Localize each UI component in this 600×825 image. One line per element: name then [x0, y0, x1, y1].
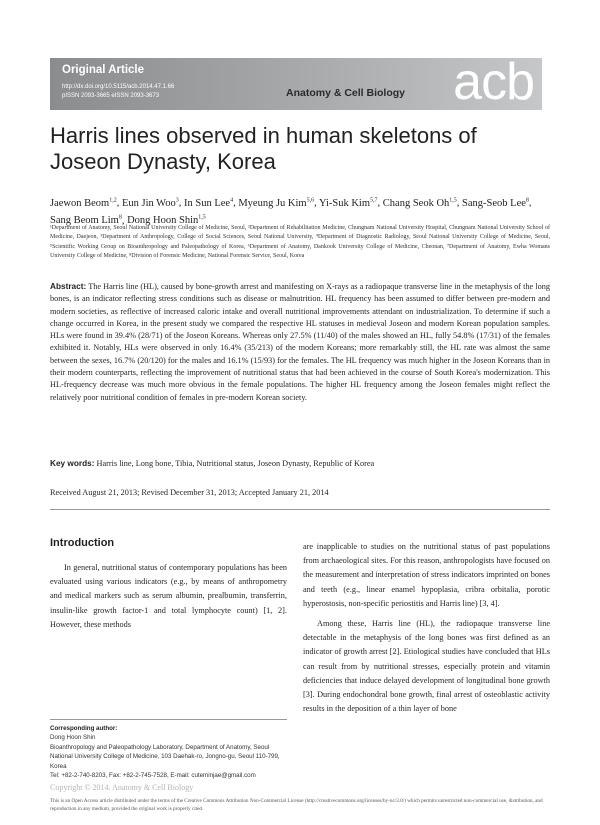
author-list: Jaewon Beom$^{1,2}$, Eun Jin Woo$^3$, In Sun Lee$^4$, Myeung Ju Kim$^{5,6}$, Yi-Suk Kim$^{5,7}$, Chang Seok Oh$^{1,5}$, Sang-Seob Lee$^8$, Sang Beom Lim$^8$, Dong Hoon Shin$^{1,5}$ [50, 197, 532, 226]
section-heading: Introduction [50, 537, 115, 549]
section-divider [50, 509, 550, 510]
issn-text: pISSN 2093-3665 eISSN 2093-3673 [62, 93, 160, 99]
affiliations: ¹Department of Anatomy, Seoul National University College of Medicine, Seoul, ²Department of Rehabilitation Medicine, Chungnam National University Hospital, Chungnam National University School of Medicine, Daejeon, ³Department of Anthropology, College of Social Sciences, Seoul National University, ⁴Department of Diagnostic Radiology, Seoul National University College of Medicine, Seoul, ⁵Scientific Working Group on Bioanthropology and Paleopathology of Korea, ⁶Department of Anatomy, Dankook University College of Medicine, Cheonan, ⁷Department of Anatomy, Ewha Womans University College of Medicine, ⁸Division of Forensic Medicine, National Forensic Service, Seoul, Korea [50, 225, 550, 260]
corresponding-contact: Tel: +82-2-740-8203, Fax: +82-2-745-7528, E-mail: cuteminjae@gmail.com [50, 772, 256, 780]
abstract [50, 281, 550, 404]
abstract-label: Abstract: [50, 282, 87, 291]
corresponding-author [50, 719, 287, 780]
license-text: This is an Open Access article distributed under the terms of the Creative Commons Attribution Non-Commercial License (http://creativecommons.org/licenses/by-nc/3.0/) which permits unrestricted non-commercial use, distribution, and reproduction in any medium, provided the original work is properly cited. [50, 798, 543, 812]
author: In Sun Lee$^4$ [184, 197, 234, 209]
divider [50, 719, 287, 720]
journal-banner [50, 53, 542, 111]
author: Sang Beom Lim$^8$ [50, 214, 122, 226]
corresponding-address: Bioanthropology and Paleopathology Laboratory, Department of Anatomy, Seoul National University College of Medicine, 103 Daehak-ro, Jongno-gu, Seoul 110-799, Korea [50, 743, 280, 770]
right-column [303, 540, 550, 722]
author: Eun Jin Woo$^3$ [121, 197, 179, 209]
author: Chang Seok Oh$^{1,5}$ [382, 197, 457, 209]
keywords [50, 458, 550, 470]
paragraph: Among these, Harris line (HL), the radiopaque transverse line detectable in the metaphysis of the long bones was first defined as an indicator of growth arrest [2]. Etiological studies have concluded that HLs can result from by nutritional stresses, especially protein and vitamin deficiencies that induce delayed development of longitudinal bone growth [3]. During endochondral bone growth, final arrest of osteoblastic activity results in the deposition of a thin layer of bone [303, 619, 550, 714]
paragraph: are inapplicable to studies on the nutritional status of past populations from archaeological sites. For this reason, anthropologists have focused on the measurement and interpretation of stress indicators imprinted on bones and teeth (e.g., linear enamel hypoplasia, cribra orbitalia, porotic hyperostosis, non-specific periostitis and Harris line) [3, 4]. [303, 542, 550, 608]
doi-block [62, 83, 174, 101]
author: Yi-Suk Kim$^{5,7}$ [318, 197, 378, 209]
keywords-text: Harris line, Long bone, Tibia, Nutritional status, Joseon Dynasty, Republic of Korea [96, 459, 375, 468]
author: Myeung Ju Kim$^{5,6}$ [238, 197, 315, 209]
paragraph: In general, nutritional status of contemporary populations has been evaluated using various indicators (e.g., by means of anthropometry and medical markers such as serum albumin, prealbumin, transferrin, insulin-like growth factor-1 and total lymphocyte count) [1, 2]. However, these methods [50, 563, 287, 629]
keywords-label: Key words: [50, 459, 95, 468]
corresponding-label: Corresponding author: [50, 725, 118, 732]
copyright: Copyright © 2014. Anatomy & Cell Biology [50, 783, 194, 792]
article-title: Harris lines observed in human skeletons of Joseon Dynasty, Korea [50, 123, 477, 174]
received-dates: Received August 21, 2013; Revised December 31, 2013; Accepted January 21, 2014 [50, 488, 329, 497]
author: Jaewon Beom$^{1,2}$ [50, 197, 117, 209]
left-column [50, 561, 287, 638]
doi-link[interactable]: http://dx.doi.org/10.5115/acb.2014.47.1.66 [62, 84, 175, 90]
abstract-text: The Harris line (HL), caused by bone-growth arrest and manifesting on X-rays as a radiopaque transverse line in the metaphysis of the long bones, is an indicator reflecting stress conditions such as disease or malnutrition. HL frequency has been assumed to differ between pre-modern and modern societies, as reflective of increased caloric intake and overall nutritional improvements attendant on industrialization. To determine if such a change occurred in Korea, in the present study we compared the respective HL statuses in medieval Joseon and modern Korean population samples. HLs were found in 39.4% (28/71) of the Joseon Koreans. Whereas only 27.5% (11/40) of the males showed an HL, fully 54.8% (17/31) of the females exhibited it. Notably, HLs were observed in only 16.4% (35/213) of the modern Koreans; more remarkably still, the HL rate was almost the same between the sexes, 16.7% (20/120) for the males and 16.1% (15/93) for the females. The HL frequency was much higher in the Joseon Koreans than in their modern counterparts, reflecting the improvement of nutritional status that had been achieved in the course of South Korea's modernization. This HL-frequency decrease was much more obvious in the female populations. The higher HL frequency among the Joseon females might reflect the relatively poor nutritional condition of females in pre-modern Korean society. [50, 282, 550, 402]
journal-name: Anatomy & Cell Biology [286, 87, 406, 99]
author: Sang-Seob Lee$^8$ [462, 197, 529, 209]
corresponding-name: Dong Hoon Shin [50, 734, 96, 742]
journal-logo: acb [453, 53, 534, 111]
article-type-label: Original Article [62, 64, 145, 76]
author: Dong Hoon Shin$^{1,5}$ [127, 214, 206, 226]
